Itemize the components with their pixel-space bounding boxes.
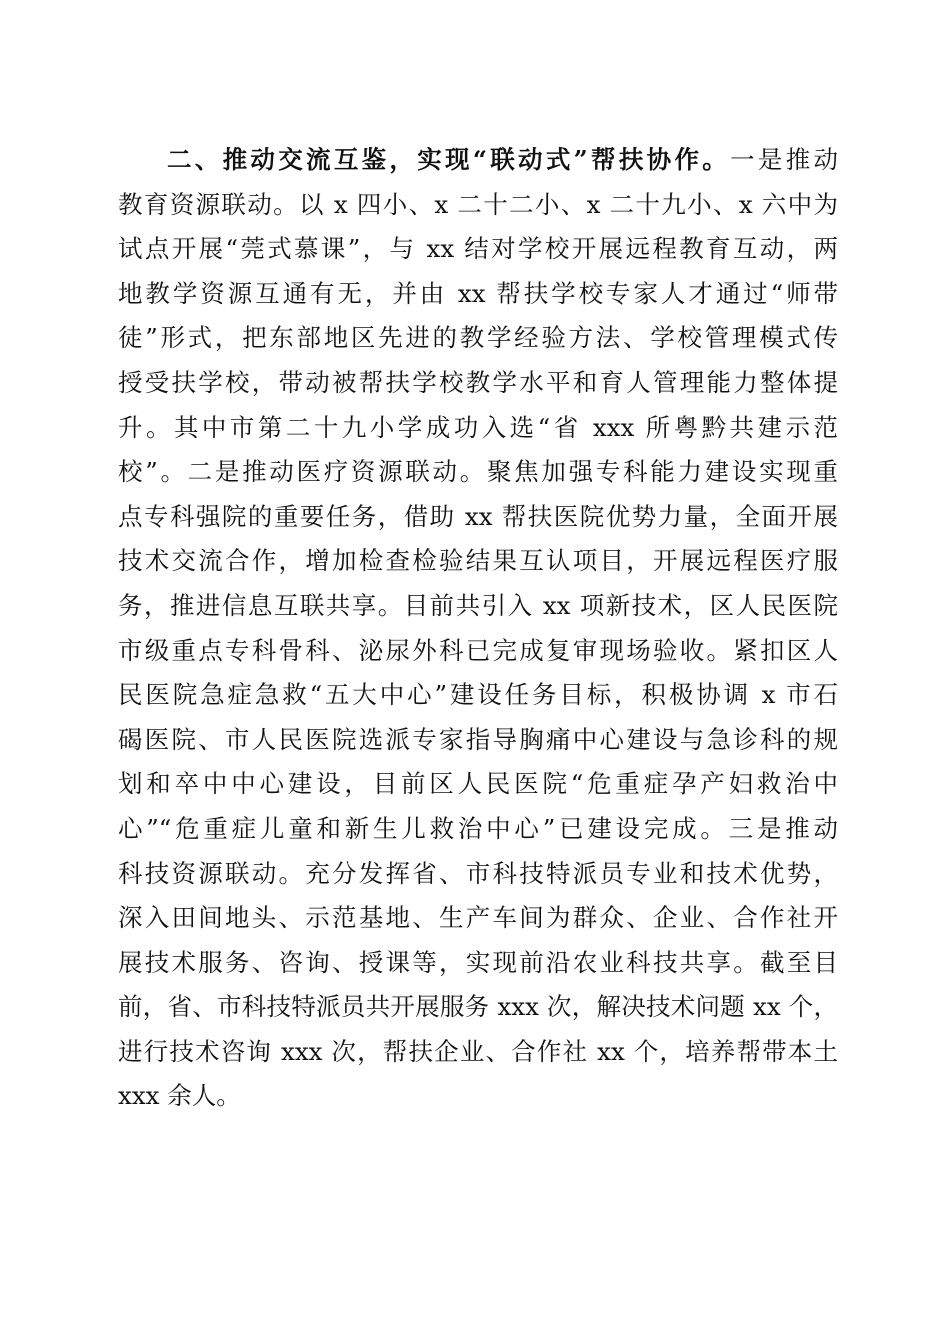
paragraph-line: 进行技术咨询 xxx 次，帮扶企业、合作社 xx 个，培养帮带本土 [118, 1036, 838, 1066]
paragraph-line: 心”“危重症儿童和新生儿救治中心”已建设完成。三是推动 [118, 813, 838, 843]
line-text: 一是推动 [730, 145, 839, 174]
paragraph-line: 地教学资源互通有无，并由 xx 帮扶学校专家人才通过“师带 [118, 278, 838, 308]
paragraph-line: 徒”形式，把东部地区先进的教学经验方法、学校管理模式传 [118, 323, 838, 353]
section-heading: 二、推动交流互鉴，实现“联动式”帮扶协作。 [167, 145, 731, 174]
paragraph-line: 市级重点专科骨科、泌尿外科已完成复审现场验收。紧扣区人 [118, 635, 838, 665]
paragraph-line: 科技资源联动。充分发挥省、市科技特派员专业和技术优势， [118, 858, 838, 888]
paragraph-line: 教育资源联动。以 x 四小、x 二十二小、x 二十九小、x 六中为 [118, 189, 838, 219]
paragraph-line [118, 138, 838, 183]
paragraph-line: 升。其中市第二十九小学成功入选“省 xxx 所粤黔共建示范 [118, 412, 838, 442]
paragraph-line: 展技术服务、咨询、授课等，实现前沿农业科技共享。截至目 [118, 947, 838, 977]
paragraph-line: xxx 余人。 [118, 1081, 241, 1111]
paragraph-line: 试点开展“莞式慕课”，与 xx 结对学校开展远程教育互动，两 [118, 234, 838, 264]
paragraph-line: 校”。二是推动医疗资源联动。聚焦加强专科能力建设实现重 [118, 457, 838, 487]
paragraph-line: 碣医院、市人民医院选派专家指导胸痛中心建设与急诊科的规 [118, 724, 838, 754]
paragraph-line: 民医院急症急救“五大中心”建设任务目标，积极协调 x 市石 [118, 680, 838, 710]
paragraph-line: 技术交流合作，增加检查检验结果互认项目，开展远程医疗服 [118, 546, 838, 576]
paragraph-line: 务，推进信息互联共享。目前共引入 xx 项新技术，区人民医院 [118, 590, 838, 620]
paragraph-line: 深入田间地头、示范基地、生产车间为群众、企业、合作社开 [118, 903, 838, 933]
body-paragraph [118, 138, 838, 1119]
paragraph-line: 点专科强院的重要任务，借助 xx 帮扶医院优势力量，全面开展 [118, 501, 838, 531]
paragraph-line: 前，省、市科技特派员共开展服务 xxx 次，解决技术问题 xx 个， [118, 992, 838, 1022]
paragraph-line: 划和卒中中心建设，目前区人民医院“危重症孕产妇救治中 [118, 769, 838, 799]
paragraph-line: 授受扶学校，带动被帮扶学校教学水平和育人管理能力整体提 [118, 367, 838, 397]
